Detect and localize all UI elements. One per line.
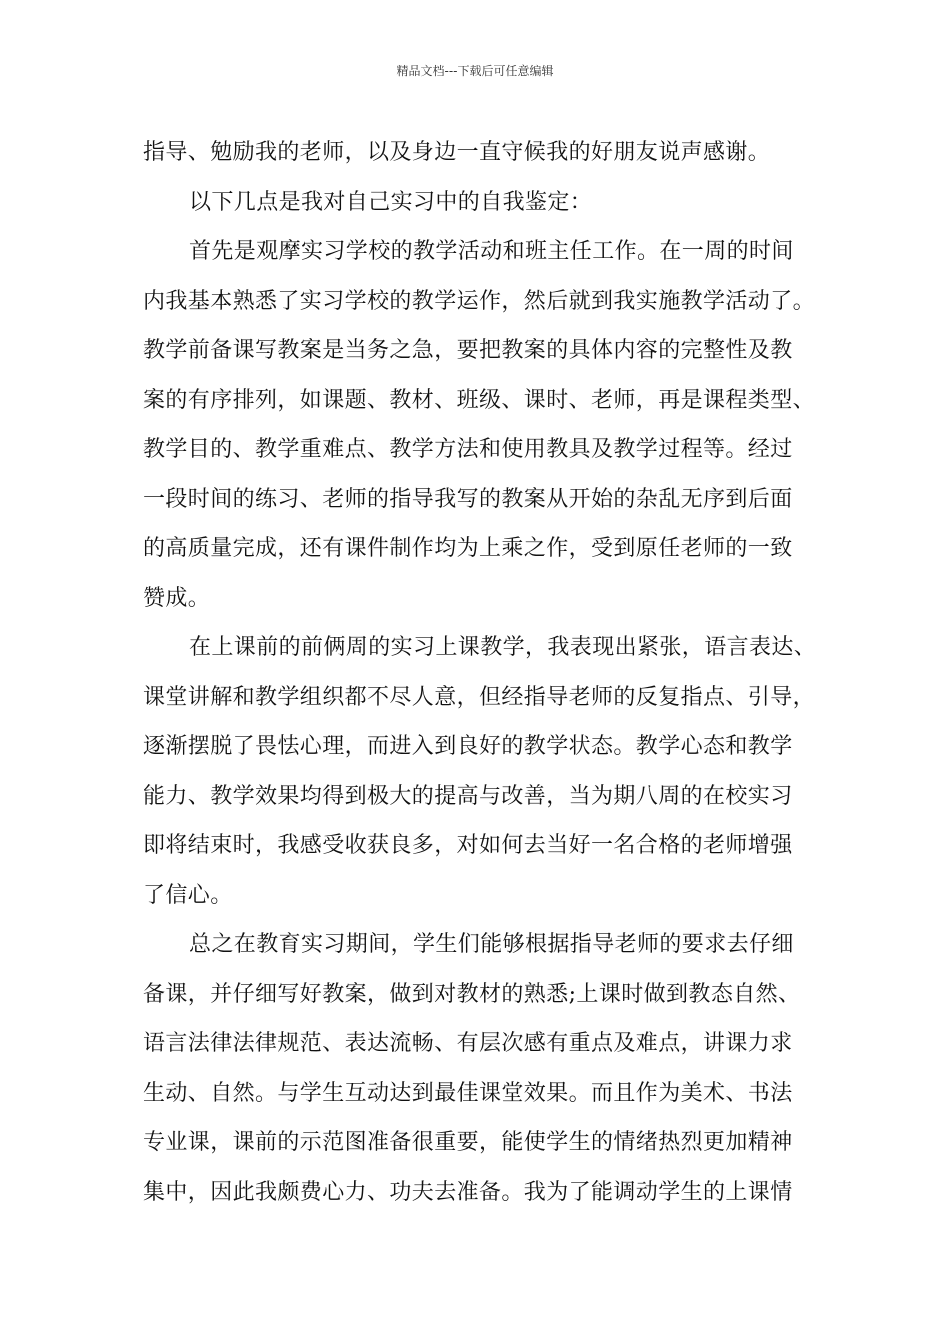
text-line: 以下几点是我对自己实习中的自我鉴定： — [189, 189, 593, 215]
text-line: 教学前备课写教案是当务之急，要把教案的具体内容的完整性及教 — [143, 338, 793, 363]
page-header: 精品文档---下载后可任意编辑 — [396, 64, 554, 78]
text-line: 总之在教育实习期间，学生们能够根据指导老师的要求去仔细 — [189, 932, 794, 957]
text-line: 专业课，课前的示范图准备很重要，能使学生的情绪热烈更加精神 — [143, 1130, 793, 1155]
text-line: 赞成。 — [143, 585, 211, 611]
document-body — [143, 128, 823, 1217]
text-line: 首先是观摩实习学校的教学活动和班主任工作。在一周的时间 — [189, 239, 794, 264]
text-line: 语言法律法律规范、表达流畅、有层次感有重点及难点，讲课力求 — [143, 1031, 793, 1056]
text-line: 教学目的、教学重难点、教学方法和使用教具及教学过程等。经过 — [143, 437, 793, 462]
text-line: 集中，因此我颇费心力、功夫去准备。我为了能调动学生的上课情 — [143, 1179, 793, 1205]
text-line: 生动、自然。与学生互动达到最佳课堂效果。而且作为美术、书法 — [143, 1080, 793, 1106]
text-line: 案的有序排列，如课题、教材、班级、课时、老师，再是课程类型、 — [143, 387, 816, 413]
text-line: 课堂讲解和教学组织都不尽人意，但经指导老师的反复指点、引导， — [143, 684, 816, 710]
text-line: 指导、勉励我的老师，以及身边一直守候我的好朋友说声感谢。 — [143, 140, 771, 165]
text-line: 即将结束时，我感受收获良多，对如何去当好一名合格的老师增强 — [143, 833, 793, 858]
text-line: 内我基本熟悉了实习学校的教学运作，然后就到我实施教学活动了。 — [143, 288, 816, 314]
text-line: 一段时间的练习、老师的指导我写的教案从开始的杂乱无序到后面 — [143, 486, 793, 512]
text-line: 在上课前的前俩周的实习上课教学，我表现出紧张，语言表达、 — [189, 635, 817, 660]
text-line: 能力、教学效果均得到极大的提高与改善，当为期八周的在校实习 — [143, 783, 793, 809]
text-line: 了信心。 — [143, 882, 233, 908]
text-line: 备课，并仔细写好教案，做到对教材的熟悉;上课时做到教态自然、 — [143, 981, 801, 1007]
text-line: 的高质量完成，还有课件制作均为上乘之作，受到原任老师的一致 — [143, 536, 793, 561]
text-line: 逐渐摆脱了畏怯心理，而进入到良好的教学状态。教学心态和教学 — [143, 734, 793, 759]
